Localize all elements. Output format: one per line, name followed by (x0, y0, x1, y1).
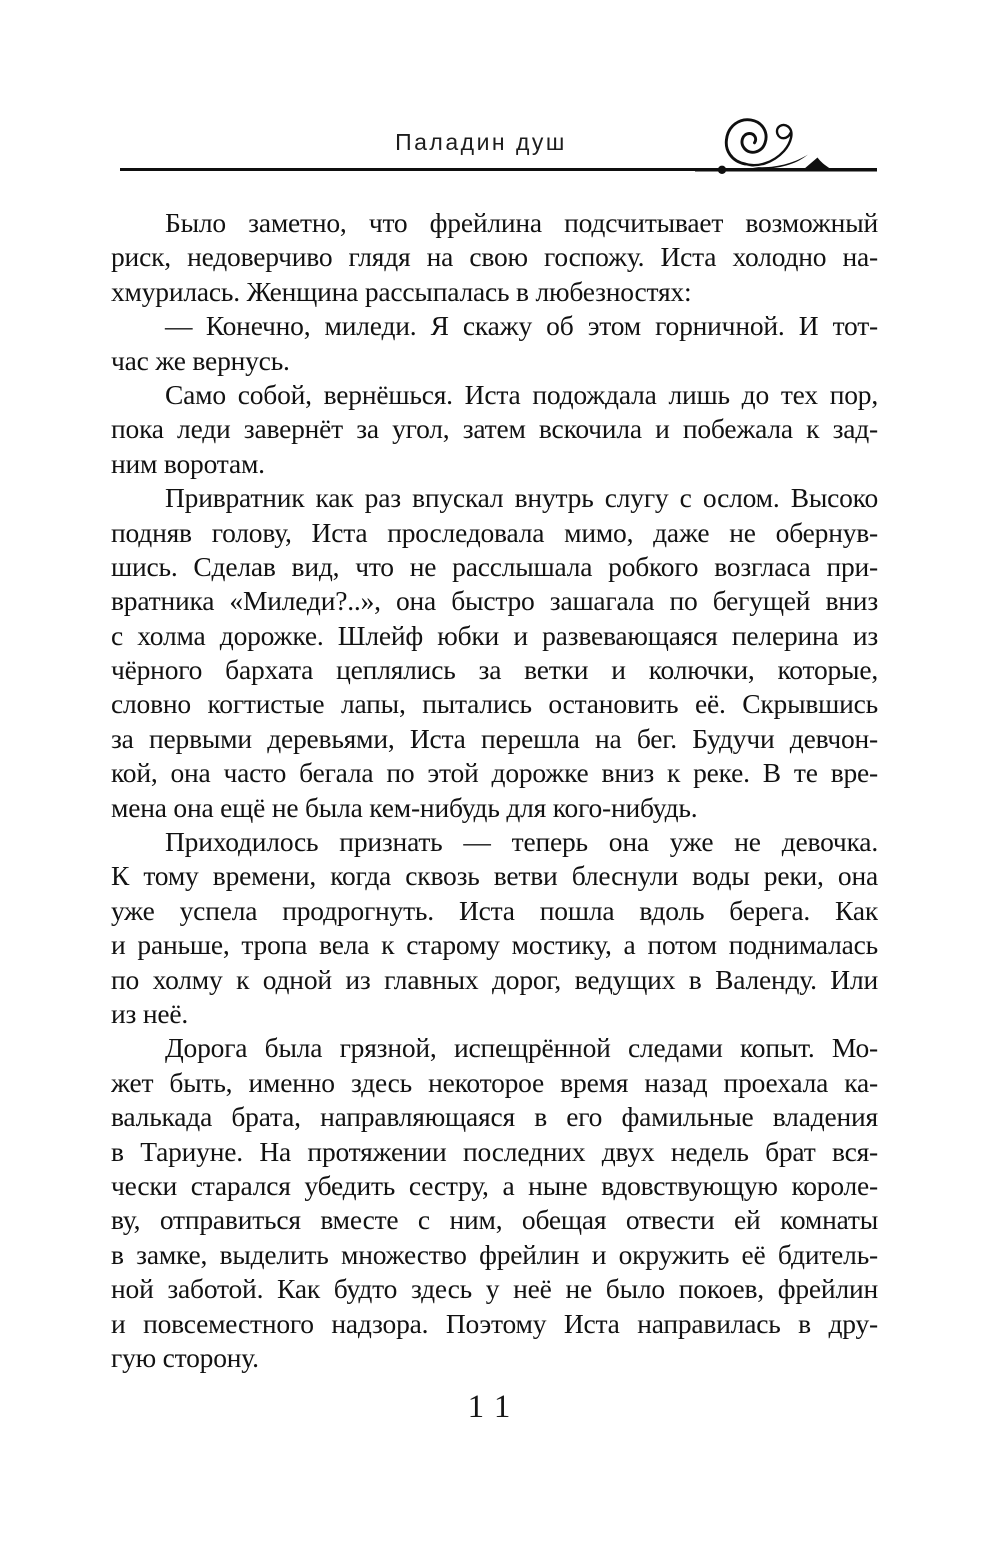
text-line: в Тариуне. На протяжении последних двух недель брат вся- (111, 1135, 878, 1167)
text-line: по холму к одной из главных дорог, ведущих в Валенду. Или (111, 963, 878, 995)
text-line: мена она ещё не была кем-нибудь для кого-нибудь. (111, 791, 698, 823)
text-line: хмурилась. Женщина рассыпалась в любезностях: (111, 275, 692, 307)
body-text (111, 206, 878, 1375)
text-line: с холма дорожке. Шлейф юбки и развевающаяся пелерина из (111, 619, 878, 651)
text-line: за первыми деревьями, Иста перешла на бег. Будучи девчон- (111, 722, 878, 754)
text-line: Было заметно, что фрейлина подсчитывает возможный (165, 207, 878, 238)
text-line: жет быть, именно здесь некоторое время назад проехала ка- (111, 1066, 878, 1098)
text-line: чески старался убедить сестру, а ныне вдовствующую короле- (111, 1169, 878, 1201)
text-line: час же вернусь. (111, 344, 290, 376)
text-line: ним воротам. (111, 447, 265, 479)
text-line: Приходилось признать — теперь она уже не девочка. (165, 826, 878, 858)
page-number: 11 (467, 1389, 522, 1425)
text-line: Привратник как раз впускал внутрь слугу с ослом. Высоко (165, 482, 878, 514)
text-line: и раньше, тропа вела к старому мостику, а потом поднималась (111, 929, 878, 961)
text-line: ной заботой. Как будто здесь у неё не было покоев, фрейлин (111, 1273, 878, 1305)
text-line: — Конечно, миледи. Я скажу об этом горничной. И тот- (165, 310, 878, 342)
text-line: чёрного бархата цеплялись за ветки и колючки, которые, (111, 654, 878, 686)
text-line: валькада брата, направляющаяся в его фамильные владения (111, 1101, 878, 1133)
text-line: шись. Сделав вид, что не расслышала робкого возгласа при- (111, 550, 878, 582)
text-line: вратника «Миледи?..», она быстро зашагала по бегущей вниз (111, 585, 878, 617)
swirl-flourish-icon (695, 103, 880, 175)
text-line: кой, она часто бегала по этой дорожке вниз к реке. В те вре- (111, 757, 878, 789)
text-line: К тому времени, когда сквозь ветви блеснули воды реки, она (111, 860, 878, 892)
text-line: Дорога была грязной, испещрённой следами копыт. Мо- (165, 1032, 878, 1064)
text-line: словно когтистые лапы, пытались остановить её. Скрывшись (111, 688, 878, 720)
text-line: гую сторону. (111, 1341, 259, 1373)
text-line: пока леди завернёт за угол, затем вскочила и побежала к зад- (111, 413, 878, 445)
running-head-title: Паладин душ (395, 129, 567, 155)
text-line: и повсеместного надзора. Поэтому Иста направилась в дру- (111, 1307, 878, 1339)
text-line: риск, недоверчиво глядя на свою госпожу. Иста холодно на- (111, 241, 878, 273)
text-line: уже успела продрогнуть. Иста пошла вдоль берега. Как (111, 894, 878, 926)
text-line: ву, отправиться вместе с ним, обещая отвести ей комнаты (111, 1204, 878, 1236)
text-line: подняв голову, Иста проследовала мимо, даже не обернув- (111, 516, 878, 548)
text-line: Само собой, вернёшься. Иста подождала лишь до тех пор, (165, 378, 878, 410)
text-line: из неё. (111, 997, 189, 1029)
text-line: в замке, выделить множество фрейлин и окружить её бдитель- (111, 1238, 878, 1270)
